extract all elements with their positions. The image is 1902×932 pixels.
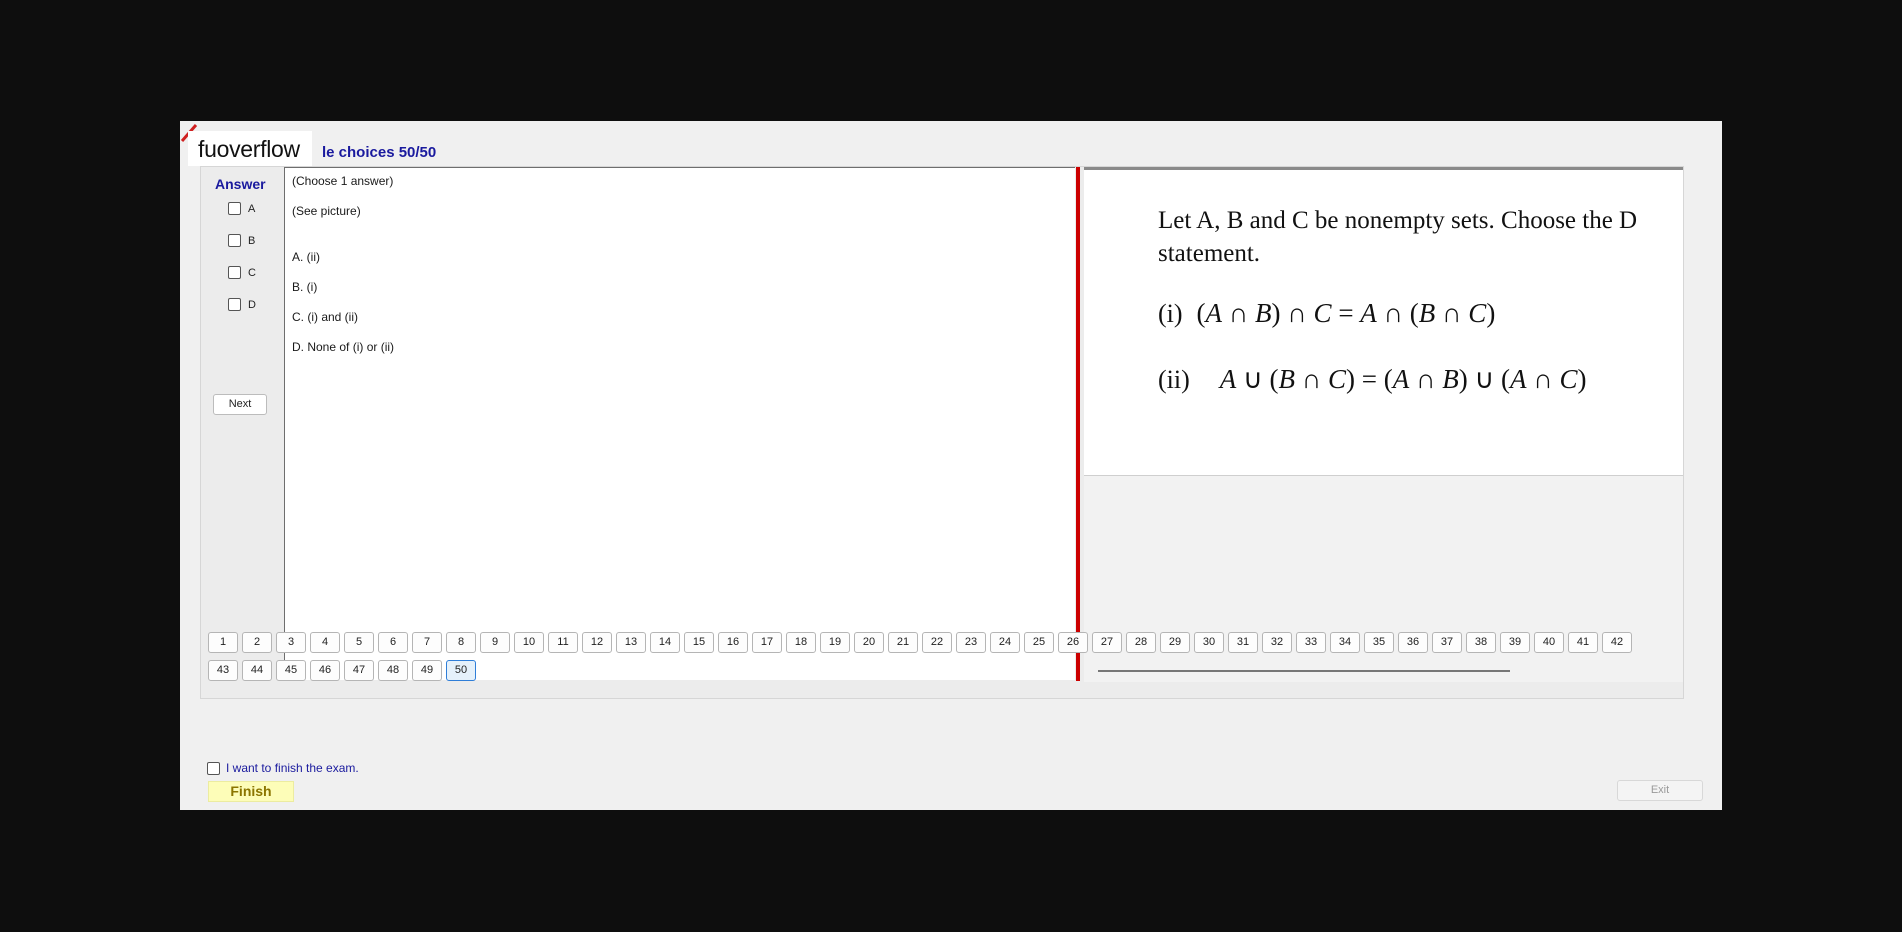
statement-i-label: (i) xyxy=(1158,299,1183,328)
checkbox-d[interactable] xyxy=(228,298,241,311)
question-number-button[interactable]: 41 xyxy=(1568,632,1598,653)
answer-option-label: A xyxy=(248,202,256,215)
question-number-button[interactable]: 20 xyxy=(854,632,884,653)
question-number-button[interactable]: 7 xyxy=(412,632,442,653)
picture-line-1: Let A, B and C be nonempty sets. Choose the D xyxy=(1158,207,1638,234)
picture-line-2: statement. xyxy=(1158,240,1261,267)
answer-option-label: C xyxy=(248,266,256,279)
checkbox-a[interactable] xyxy=(228,202,241,215)
question-number-button[interactable]: 39 xyxy=(1500,632,1530,653)
question-number-button[interactable]: 31 xyxy=(1228,632,1258,653)
question-number-button[interactable]: 6 xyxy=(378,632,408,653)
question-number-button[interactable]: 47 xyxy=(344,660,374,681)
answer-option-b[interactable] xyxy=(228,234,255,247)
brand-watermark: fuoverflow xyxy=(188,131,312,166)
panel-divider[interactable] xyxy=(1076,167,1080,681)
finish-exam-checkbox[interactable] xyxy=(207,761,359,775)
question-number-button[interactable]: 28 xyxy=(1126,632,1156,653)
question-number-button[interactable]: 49 xyxy=(412,660,442,681)
question-number-button[interactable]: 15 xyxy=(684,632,714,653)
question-number-button[interactable]: 27 xyxy=(1092,632,1122,653)
question-number-button[interactable]: 10 xyxy=(514,632,544,653)
question-number-button[interactable]: 44 xyxy=(242,660,272,681)
question-number-button[interactable]: 26 xyxy=(1058,632,1088,653)
finish-checkbox[interactable] xyxy=(207,762,220,775)
statement-ii: (ii) A ∪ (B ∩ C) = (A ∩ B) ∪ (A ∩ C) xyxy=(1158,364,1587,394)
question-number-button[interactable]: 46 xyxy=(310,660,340,681)
page-title: le choices 50/50 xyxy=(322,144,437,161)
question-number-button[interactable]: 33 xyxy=(1296,632,1326,653)
question-number-button[interactable]: 8 xyxy=(446,632,476,653)
checkbox-c[interactable] xyxy=(228,266,241,279)
finish-checkbox-label: I want to finish the exam. xyxy=(226,761,359,775)
question-number-button[interactable]: 14 xyxy=(650,632,680,653)
question-choice-d: D. None of (i) or (ii) xyxy=(292,340,395,354)
question-choice-b: B. (i) xyxy=(292,280,318,294)
answer-option-d[interactable] xyxy=(228,298,256,311)
question-number-button[interactable]: 11 xyxy=(548,632,578,653)
picture-statement xyxy=(1158,204,1637,270)
question-choice-a: A. (ii) xyxy=(292,250,320,264)
question-number-button[interactable]: 18 xyxy=(786,632,816,653)
answer-option-label: D xyxy=(248,298,256,311)
answer-heading: Answer xyxy=(215,176,266,192)
statement-i: (i) (A ∩ B) ∩ C = A ∩ (B ∩ C) xyxy=(1158,298,1496,328)
question-number-button[interactable]: 1 xyxy=(208,632,238,653)
question-number-button[interactable]: 13 xyxy=(616,632,646,653)
question-instruction: (Choose 1 answer) xyxy=(292,174,394,188)
statement-ii-label: (ii) xyxy=(1158,365,1190,394)
question-number-button[interactable]: 34 xyxy=(1330,632,1360,653)
question-number-button[interactable]: 23 xyxy=(956,632,986,653)
question-number-button[interactable]: 22 xyxy=(922,632,952,653)
question-number-button[interactable]: 37 xyxy=(1432,632,1462,653)
next-button[interactable]: Next xyxy=(213,394,267,415)
question-number-button[interactable]: 21 xyxy=(888,632,918,653)
picture-viewer xyxy=(1084,167,1683,682)
question-number-button[interactable]: 2 xyxy=(242,632,272,653)
question-choice-c: C. (i) and (ii) xyxy=(292,310,359,324)
checkbox-b[interactable] xyxy=(228,234,241,247)
question-number-button[interactable]: 19 xyxy=(820,632,850,653)
question-number-button[interactable]: 3 xyxy=(276,632,306,653)
question-number-button[interactable]: 12 xyxy=(582,632,612,653)
question-number-button[interactable]: 32 xyxy=(1262,632,1292,653)
question-number-button[interactable]: 38 xyxy=(1466,632,1496,653)
question-number-button[interactable]: 35 xyxy=(1364,632,1394,653)
question-number-button[interactable]: 42 xyxy=(1602,632,1632,653)
question-number-button[interactable]: 48 xyxy=(378,660,408,681)
question-number-button[interactable]: 45 xyxy=(276,660,306,681)
question-number-button[interactable]: 4 xyxy=(310,632,340,653)
answer-option-c[interactable] xyxy=(228,266,256,279)
question-number-button[interactable]: 30 xyxy=(1194,632,1224,653)
question-number-button[interactable]: 25 xyxy=(1024,632,1054,653)
question-number-button[interactable]: 16 xyxy=(718,632,748,653)
horizontal-scrollbar[interactable] xyxy=(1098,670,1510,672)
question-number-button[interactable]: 43 xyxy=(208,660,238,681)
exam-card xyxy=(200,166,1684,699)
question-number-button[interactable]: 36 xyxy=(1398,632,1428,653)
question-number-button[interactable]: 9 xyxy=(480,632,510,653)
finish-button[interactable]: Finish xyxy=(208,781,294,802)
question-text-panel xyxy=(284,167,1075,680)
question-number-button[interactable]: 17 xyxy=(752,632,782,653)
question-number-button[interactable]: 29 xyxy=(1160,632,1190,653)
question-picture xyxy=(1084,170,1683,476)
question-number-button[interactable]: 24 xyxy=(990,632,1020,653)
question-prompt: (See picture) xyxy=(292,204,361,218)
question-number-button[interactable]: 50 xyxy=(446,660,476,681)
exam-window xyxy=(180,121,1722,810)
answer-option-a[interactable] xyxy=(228,202,255,215)
exit-button: Exit xyxy=(1617,780,1703,801)
question-number-button[interactable]: 5 xyxy=(344,632,374,653)
question-number-button[interactable]: 40 xyxy=(1534,632,1564,653)
answer-option-label: B xyxy=(248,234,256,247)
answer-panel xyxy=(201,167,282,698)
